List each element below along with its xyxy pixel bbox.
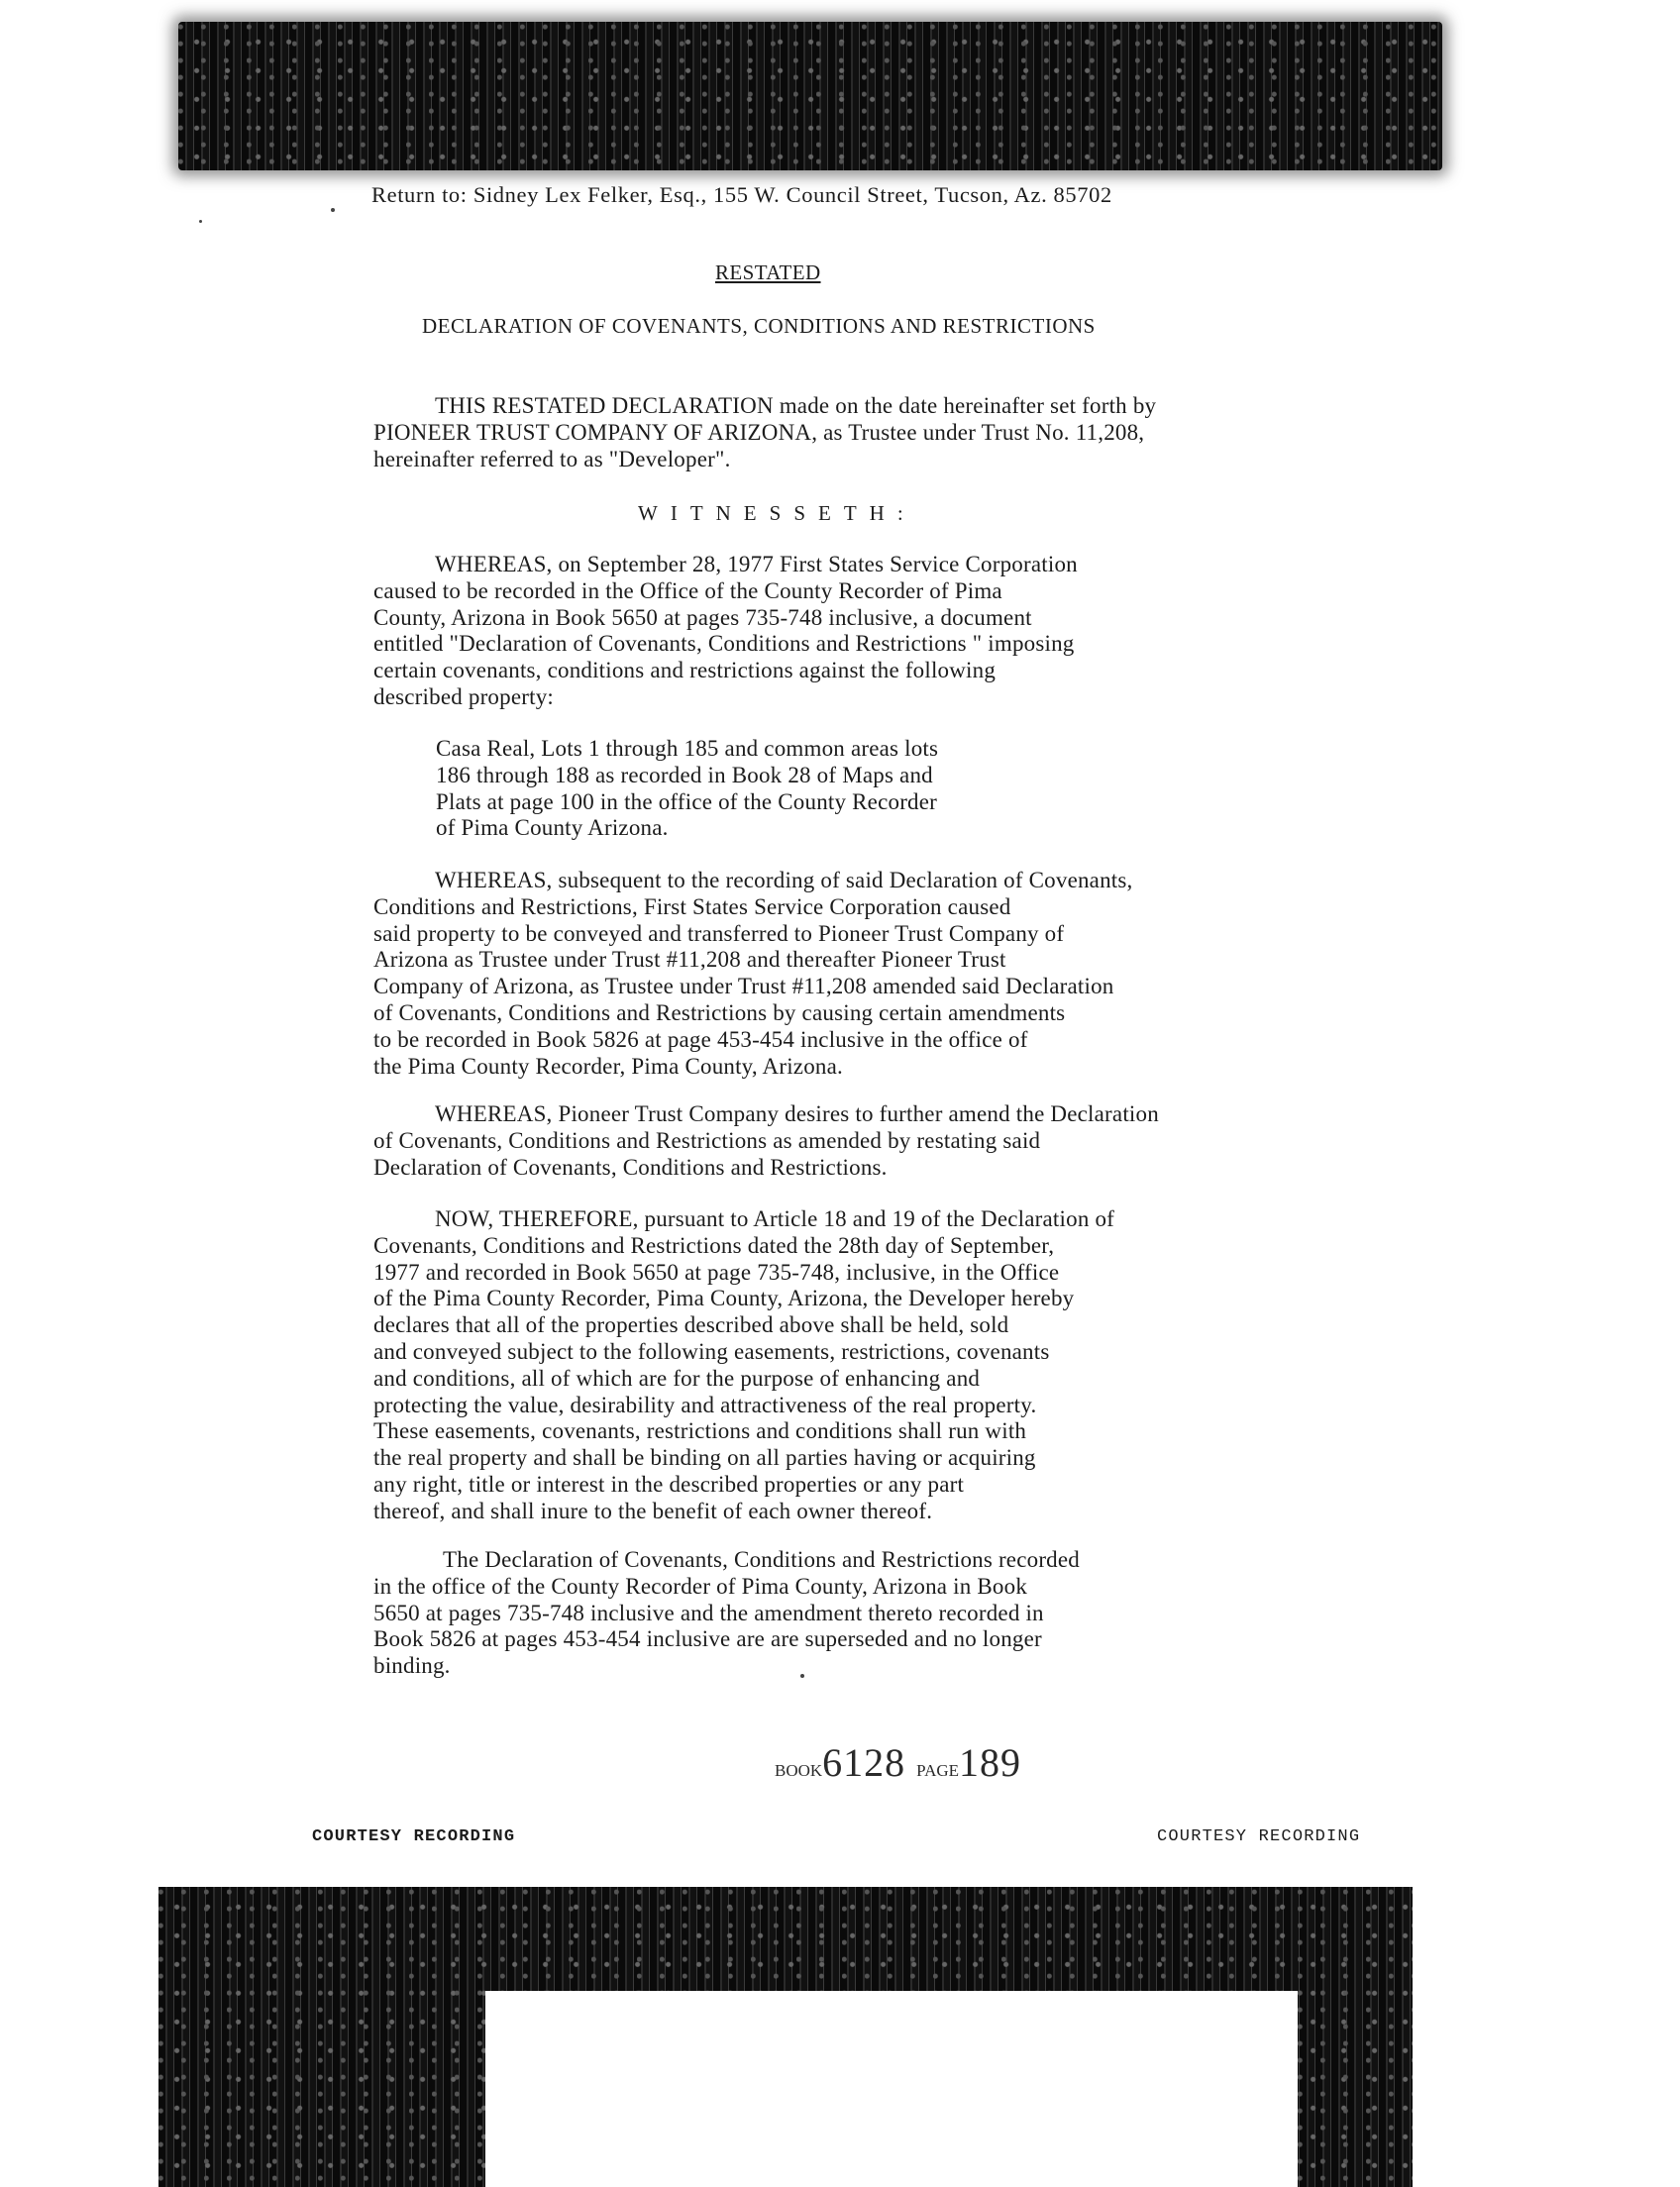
book-number: 6128 <box>822 1740 906 1785</box>
whereas-paragraph-3: WHEREAS, Pioneer Trust Company desires to further amend the Declaration of Covenants, Conditions and Restrictions as amended by restating said Declaration of Covenants, Conditions and Restrictions. <box>373 1101 1159 1180</box>
preamble-paragraph: THIS RESTATED DECLARATION made on the date hereinafter set forth by PIONEER TRUST COMPANY OF ARIZONA, as Trustee under Trust No. 11,208, hereinafter referred to as "Developer". <box>373 393 1157 471</box>
supersede-paragraph: The Declaration of Covenants, Conditions and Restrictions recorded in the office of the County Recorder of Pima County, Arizona in Book 5650 at pages 735-748 inclusive and the amendment thereto recorded in Book 5826 at pages 453-454 inclusive are are superseded and no longer binding. <box>373 1547 1080 1679</box>
property-description: Casa Real, Lots 1 through 185 and common areas lots 186 through 188 as recorded in Book 28 of Maps and Plats at page 100 in the office of the County Recorder of Pima County Arizona. <box>436 736 939 841</box>
now-therefore-paragraph: NOW, THEREFORE, pursuant to Article 18 and 19 of the Declaration of Covenants, Conditions and Restrictions dated the 28th day of September, 1977 and recorded in Book 5650 at page 735-748, inclusive, in the Office of the Pima County Recorder, Pima County, Arizona, the Developer hereby declares that all of the properties described above shall be held, sold and conveyed subject to the following easements, restrictions, covenants and conditions, all of which are for the purpose of enhancing and protecting the value, desirability and attractiveness of the real property. These easements, covenants, restrictions and conditions shall run with the real property and shall be binding on all parties having or acquiring any right, title or interest in the described properties or any part thereof, and shall inure to the benefit of each owner thereof. <box>373 1206 1115 1523</box>
page-number: 189 <box>959 1740 1022 1785</box>
document-title-restated: RESTATED <box>715 260 821 284</box>
witnesseth-heading: WITNESSETH: <box>638 501 916 525</box>
courtesy-recording-right: COURTESY RECORDING <box>1157 1827 1361 1846</box>
document-title: DECLARATION OF COVENANTS, CONDITIONS AND RESTRICTIONS <box>422 314 1096 338</box>
return-address: Return to: Sidney Lex Felker, Esq., 155 W. Council Street, Tucson, Az. 85702 <box>371 182 1112 207</box>
whereas-paragraph-2: WHEREAS, subsequent to the recording of said Declaration of Covenants, Conditions and Restrictions, First States Service Corporation caused said property to be conveyed and transferred to Pioneer Trust Company of Arizona as Trustee under Trust #11,208 and thereafter Pioneer Trust Company of Arizona, as Trustee under Trust #11,208 amended said Declaration of Covenants, Conditions and Restrictions by causing certain amendments to be recorded in Book 5826 at page 453-454 inclusive in the office of the Pima County Recorder, Pima County, Arizona. <box>373 868 1133 1079</box>
whereas-paragraph-1: WHEREAS, on September 28, 1977 First States Service Corporation caused to be recorded in the Office of the County Recorder of Pima County, Arizona in Book 5650 at pages 735-748 inclusive, a document entitled "Declaration of Covenants, Conditions and Restrictions " imposing certain covenants, conditions and restrictions against the following described property: <box>373 552 1078 709</box>
page-label: PAGE <box>916 1761 960 1780</box>
courtesy-recording-left: COURTESY RECORDING <box>312 1827 516 1846</box>
book-page-stamp <box>775 1741 1021 1793</box>
book-label: BOOK <box>775 1761 823 1780</box>
